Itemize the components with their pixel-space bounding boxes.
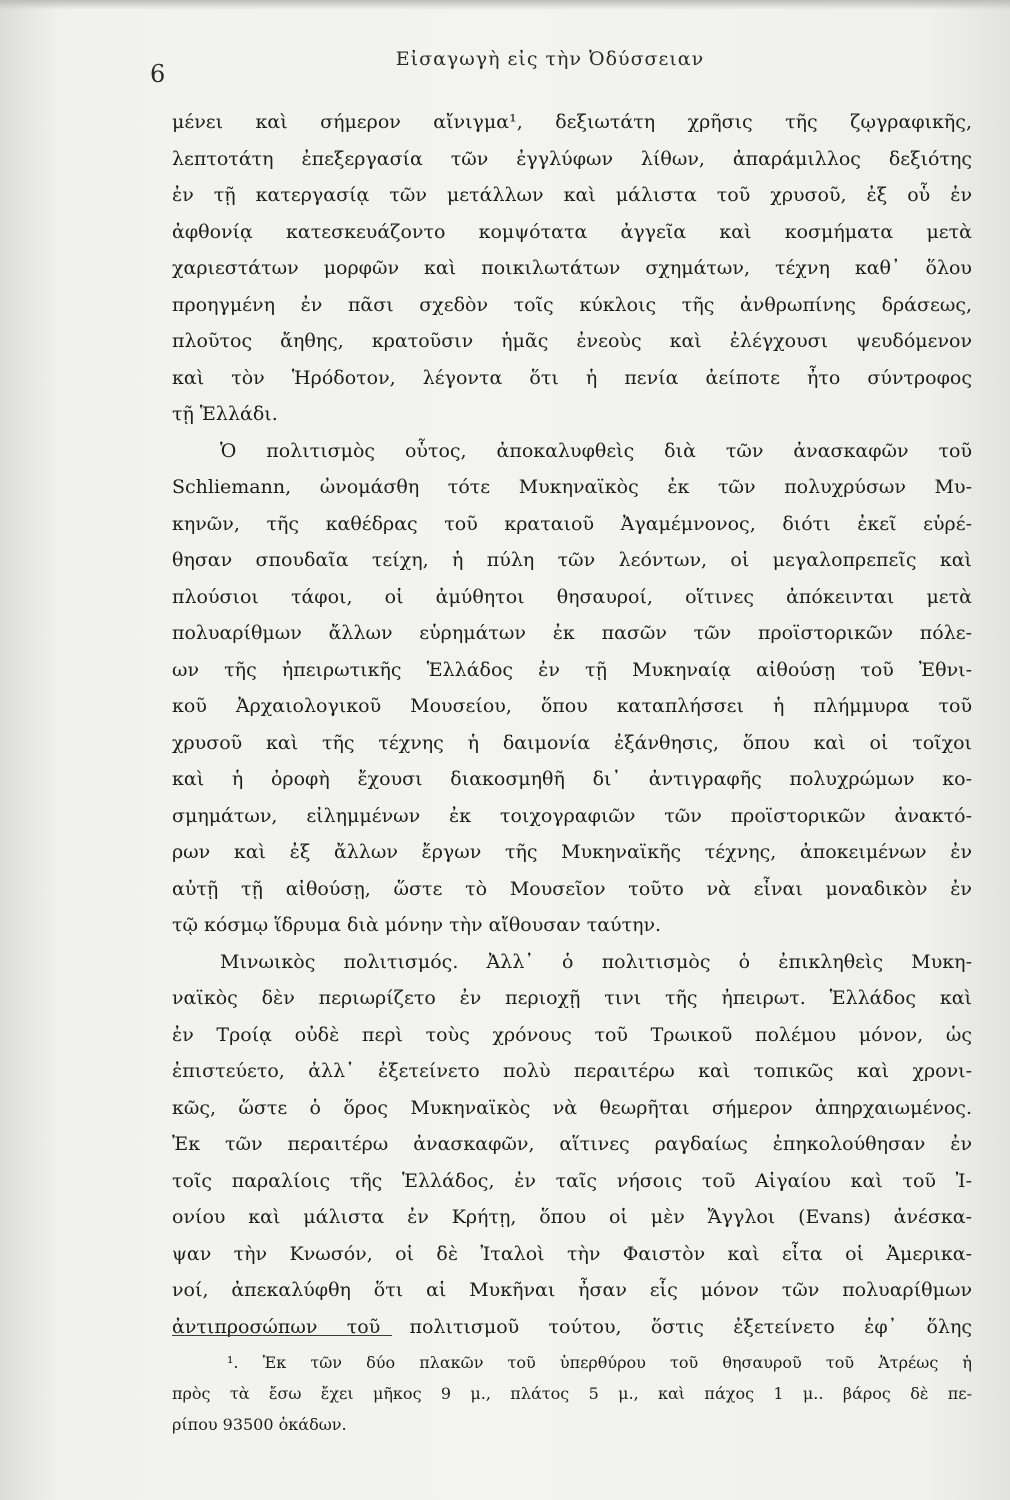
text-line: πλοῦτος ἄηθης, κρατοῦσιν ἡμᾶς ἐνεοὺς καὶ ἐλέγχουσι ψευδόμενον (172, 330, 972, 352)
text-line: κῶς, ὥστε ὁ ὅρος Μυκηναϊκὸς νὰ θεωρῆται σήμερον ἀπηρχαιωμένος. (172, 1096, 972, 1119)
text-line: πλούσιοι τάφοι, οἱ ἀμύθητοι θησαυροί, οἵτινες ἀπόκεινται μετὰ (172, 585, 972, 608)
footnote-line: πρὸς τὰ ἔσω ἔχει μῆκος 9 μ., πλάτος 5 μ., καὶ πάχος 1 μ.. βάρος δὲ πε- (172, 1384, 972, 1403)
text-line: ἐν Τροίᾳ οὐδὲ περὶ τοὺς χρόνους τοῦ Τρωικοῦ πολέμου μόνον, ὡς (172, 1023, 972, 1046)
running-title: Εἰσαγωγὴ εἰς τὴν Ὀδύσσειαν (395, 48, 705, 70)
text-line: τῷ κόσμῳ ἵδρυμα διὰ μόνην τὴν αἴθουσαν ταύτην. (172, 914, 662, 936)
text-line: θησαν σπουδαῖα τείχη, ἡ πύλη τῶν λεόντων, οἱ μεγαλοπρεπεῖς καὶ (172, 549, 972, 571)
footnote (172, 1347, 972, 1440)
text-line: καὶ ἡ ὀροφὴ ἔχουσι διακοσμηθῆ δι᾽ ἀντιγραφῆς πολυχρώμων κο- (172, 768, 972, 790)
text-line: σμημάτων, εἰλημμένων ἐκ τοιχογραφιῶν τῶν προϊστορικῶν ἀνακτό- (172, 804, 972, 827)
text-line: ναϊκὸς δὲν περιωρίζετο ἐν περιοχῇ τινι τῆς ἠπειρωτ. Ἑλλάδος καὶ (172, 987, 972, 1009)
text-line: ἀντιπροσώπων τοῦ πολιτισμοῦ τούτου, ὅστις ἐξετείνετο ἐφ᾽ ὅλης (172, 1315, 972, 1338)
footnote-line: ¹. Ἐκ τῶν δύο πλακῶν τοῦ ὑπερθύρου τοῦ θησαυροῦ τοῦ Ἀτρέως ἡ (227, 1353, 972, 1372)
text-line: ρων καὶ ἐξ ἄλλων ἔργων τῆς Μυκηναϊκῆς τέχνης, ἀποκειμένων ἐν (172, 841, 972, 863)
text-line: Schliemann, ὠνομάσθη τότε Μυκηναϊκὸς ἐκ τῶν πολυχρύσων Μυ- (172, 476, 972, 498)
page-number: 6 (150, 60, 166, 88)
text-line: ἐπιστεύετο, ἀλλ᾽ ἐξετείνετο πολὺ περαιτέρω καὶ τοπικῶς καὶ χρονι- (172, 1060, 972, 1082)
text-line: ἐν τῇ κατεργασίᾳ τῶν μετάλλων καὶ μάλιστα τοῦ χρυσοῦ, ἐξ οὗ ἐν (172, 184, 972, 206)
text-line: πολυαρίθμων ἄλλων εὑρημάτων ἐκ πασῶν τῶν προϊστορικῶν πόλε- (172, 622, 972, 644)
main-text (172, 104, 972, 1345)
text-line-section-start: Μινωικὸς πολιτισμός. Ἀλλ᾽ ὁ πολιτισμὸς ὁ ἐπικληθεὶς Μυκη- (220, 950, 972, 973)
text-line: αὐτῇ τῇ αἰθούσῃ, ὥστε τὸ Μουσεῖον τοῦτο νὰ εἶναι μοναδικὸν ἐν (172, 877, 972, 900)
text-line: τοῖς παραλίοις τῆς Ἑλλάδος, ἐν ταῖς νήσοις τοῦ Αἰγαίου καὶ τοῦ Ἰ- (172, 1169, 972, 1192)
text-line: ψαν τὴν Κνωσόν, οἱ δὲ Ἰταλοὶ τὴν Φαιστὸν καὶ εἶτα οἱ Ἀμερικα- (172, 1242, 972, 1265)
text-line: μένει καὶ σήμερον αἴνιγμα¹, δεξιωτάτη χρῆσις τῆς ζῳγραφικῆς, (172, 111, 972, 133)
text-line: λεπτοτάτη ἐπεξεργασία τῶν ἐγγλύφων λίθων, ἀπαράμιλλος δεξιότης (172, 147, 972, 170)
text-line-paragraph-start: Ὁ πολιτισμὸς οὗτος, ἀποκαλυφθεὶς διὰ τῶν ἀνασκαφῶν τοῦ (220, 439, 972, 462)
text-line: ἀφθονίᾳ κατεσκευάζοντο κομψότατα ἀγγεῖα καὶ κοσμήματα μετὰ (172, 220, 972, 243)
text-line: ων τῆς ἠπειρωτικῆς Ἑλλάδος ἐν τῇ Μυκηναίᾳ αἰθούσῃ τοῦ Ἐθνι- (172, 658, 972, 681)
text-line: χαριεστάτων μορφῶν καὶ ποικιλωτάτων σχημάτων, τέχνη καθ᾽ ὅλου (172, 257, 972, 279)
text-line: κοῦ Ἀρχαιολογικοῦ Μουσείου, ὅπου καταπλήσσει ἡ πλήμμυρα τοῦ (172, 695, 972, 717)
footnote-divider (172, 1335, 392, 1336)
text-line: Ἐκ τῶν περαιτέρω ἀνασκαφῶν, αἵτινες ραγδαίως ἐπηκολούθησαν ἐν (172, 1133, 972, 1155)
page-edge-shadow (0, 0, 1010, 10)
text-line: κηνῶν, τῆς καθέδρας τοῦ κραταιοῦ Ἀγαμέμνονος, διότι ἐκεῖ εὑρέ- (172, 512, 972, 535)
text-line: προηγμένη ἐν πᾶσι σχεδὸν τοῖς κύκλοις τῆς ἀνθρωπίνης δράσεως, (172, 293, 972, 316)
text-line: καὶ τὸν Ἡρόδοτον, λέγοντα ὅτι ἡ πενία ἀείποτε ἦτο σύντροφος (172, 366, 972, 389)
text-line: τῇ Ἑλλάδι. (172, 403, 278, 425)
footnote-line: ρίπου 93500 ὀκάδων. (172, 1415, 347, 1434)
text-line: χρυσοῦ καὶ τῆς τέχνης ἡ δαιμονία ἐξάνθησις, ὅπου καὶ οἱ τοῖχοι (172, 731, 972, 754)
text-line: νοί, ἀπεκαλύφθη ὅτι αἱ Μυκῆναι ἦσαν εἷς μόνον τῶν πολυαρίθμων (172, 1279, 972, 1301)
text-line: ονίου καὶ μάλιστα ἐν Κρήτῃ, ὅπου οἱ μὲν Ἄγγλοι (Evans) ἀνέσκα- (172, 1206, 972, 1228)
